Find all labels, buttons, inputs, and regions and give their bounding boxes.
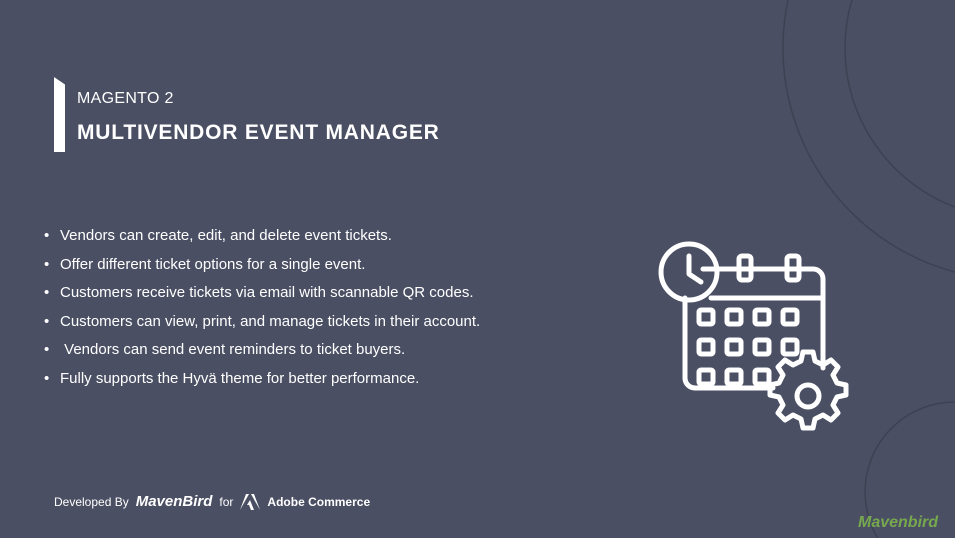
feature-text: Vendors can send event reminders to ticket buyers.: [60, 341, 406, 358]
bullet-icon: •: [44, 255, 50, 273]
developed-by-text: Developed By: [54, 494, 129, 509]
bullet-icon: •: [44, 312, 50, 330]
list-item: [44, 222, 480, 251]
bullet-icon: •: [44, 341, 50, 358]
adobe-logo-icon: [240, 494, 260, 510]
platform-name: Adobe Commerce: [267, 494, 371, 509]
bullet-icon: •: [44, 284, 50, 301]
calendar-clock-gear-icon: [655, 238, 855, 433]
list-item: [44, 279, 480, 308]
footer-credit: [54, 493, 370, 510]
feature-list: [44, 222, 480, 393]
for-text: for: [219, 494, 234, 509]
feature-text: Fully supports the Hyvä theme for better performance.: [60, 369, 420, 387]
list-item: [44, 365, 480, 394]
feature-text: Customers can view, print, and manage tickets in their account.: [60, 312, 481, 330]
title-accent-bar: [54, 77, 65, 152]
list-item: [44, 251, 480, 280]
bullet-icon: •: [44, 227, 50, 244]
page-subtitle: MAGENTO 2: [77, 90, 174, 107]
feature-text: Offer different ticket options for a single event.: [60, 255, 366, 273]
brand-watermark: Mavenbird: [858, 514, 939, 531]
list-item: [44, 336, 480, 365]
feature-text: Customers receive tickets via email with scannable QR codes.: [60, 284, 474, 301]
list-item: [44, 308, 480, 337]
brand-logo: MavenBird: [135, 493, 213, 510]
bullet-icon: •: [44, 369, 50, 387]
feature-text: Vendors can create, edit, and delete event tickets.: [60, 227, 392, 244]
page-title: MULTIVENDOR EVENT MANAGER: [77, 121, 440, 144]
